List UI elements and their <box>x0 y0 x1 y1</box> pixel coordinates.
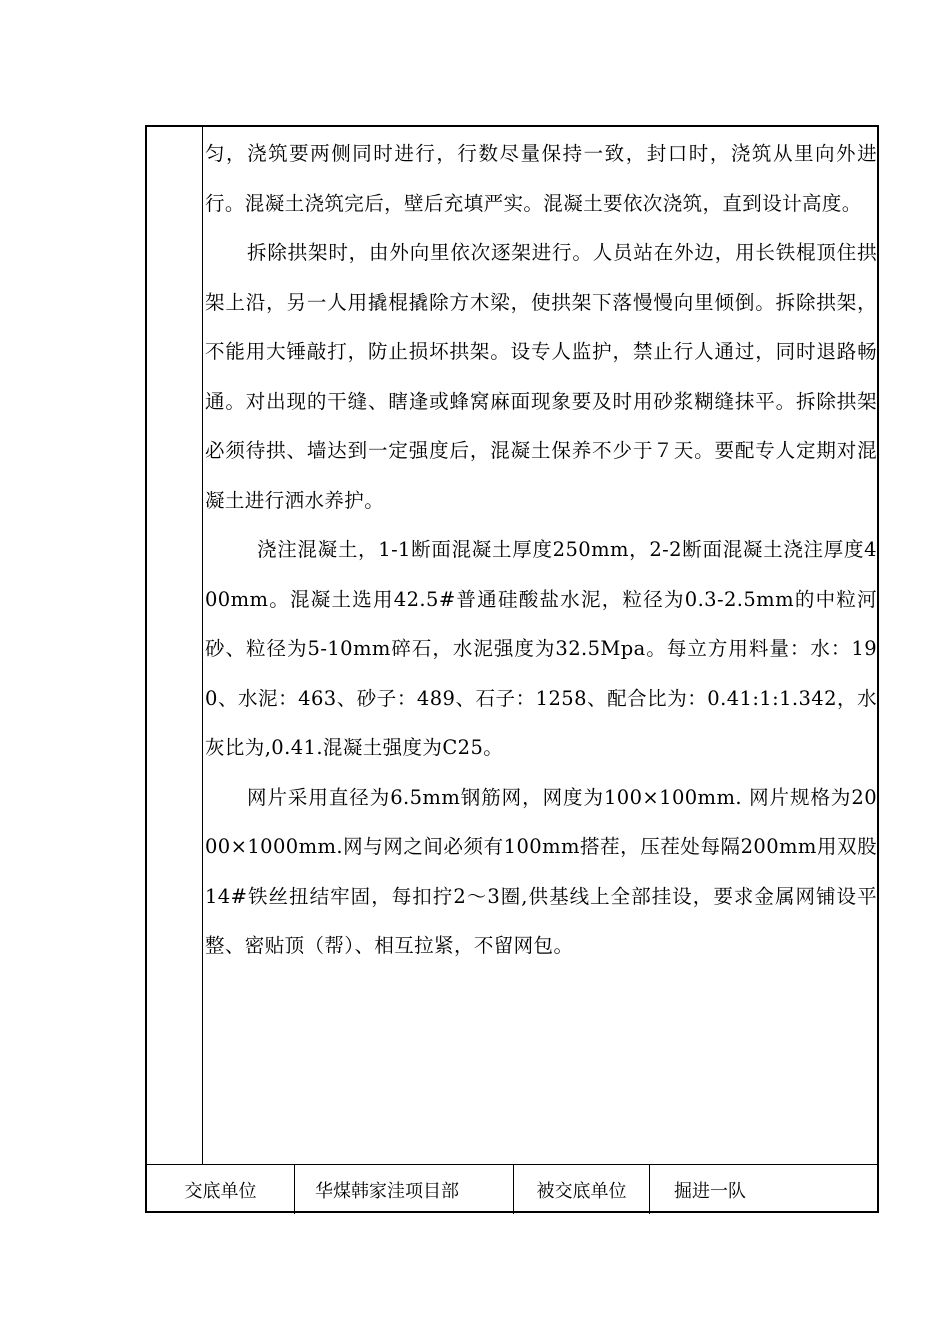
disclosure-table <box>145 125 879 1213</box>
column-divider <box>202 127 203 1164</box>
paragraph-concrete-pouring: 匀，浇筑要两侧同时进行，行数尽量保持一致，封口时，浇筑从里向外进行。混凝土浇筑完后，壁后充填严实。混凝土要依次浇筑，直到设计高度。 <box>205 142 877 215</box>
disclosure-content <box>205 127 877 971</box>
paragraph-concrete-spec: 浇注混凝土，1-1断面混凝土厚度250mm，2-2断面混凝土浇注厚度400mm。混凝土选用42.5#普通硅酸盐水泥，粒径为0.3-2.5mm的中粒河砂、粒径为5-10mm碎石，水泥强度为32.5Mpa。每立方用料量：水：190、水泥：463、砂子：489、石子：1258、配合比为：0.41:1:1.342，水灰比为,0.41.混凝土强度为C25。 <box>205 538 877 759</box>
receiving-unit-label: 被交底单位 <box>514 1165 650 1214</box>
receiving-unit-value: 掘进一队 <box>674 1180 746 1201</box>
paragraph-mesh-spec: 网片采用直径为6.5mm钢筋网，网度为100×100mm. 网片规格为2000×1000mm.网与网之间必须有100mm搭茬，压茬处每隔200mm用双股14#铁丝扭结牢固，每扣拧2～3圈,供基线上全部挂设，要求金属网铺设平整、密贴顶（帮）、相互拉紧，不留网包。 <box>205 785 877 957</box>
paragraph-arch-removal: 拆除拱架时，由外向里依次逐架进行。人员站在外边，用长铁棍顶住拱架上沿，另一人用撬棍撬除方木梁，使拱架下落慢慢向里倾倒。拆除拱架，不能用大锤敲打，防止损坏拱架。设专人监护，禁止行人通过，同时退路畅通。对出现的干缝、瞎逢或蜂窝麻面现象要及时用砂浆糊缝抹平。拆除拱架必须待拱、墙达到一定强度后，混凝土保养不少于７天。要配专人定期对混凝土进行洒水养护。 <box>205 241 877 512</box>
signature-row <box>147 1164 877 1214</box>
disclosing-unit-value: 华煤韩家洼项目部 <box>295 1165 514 1214</box>
disclosing-unit-label: 交底单位 <box>147 1165 295 1214</box>
